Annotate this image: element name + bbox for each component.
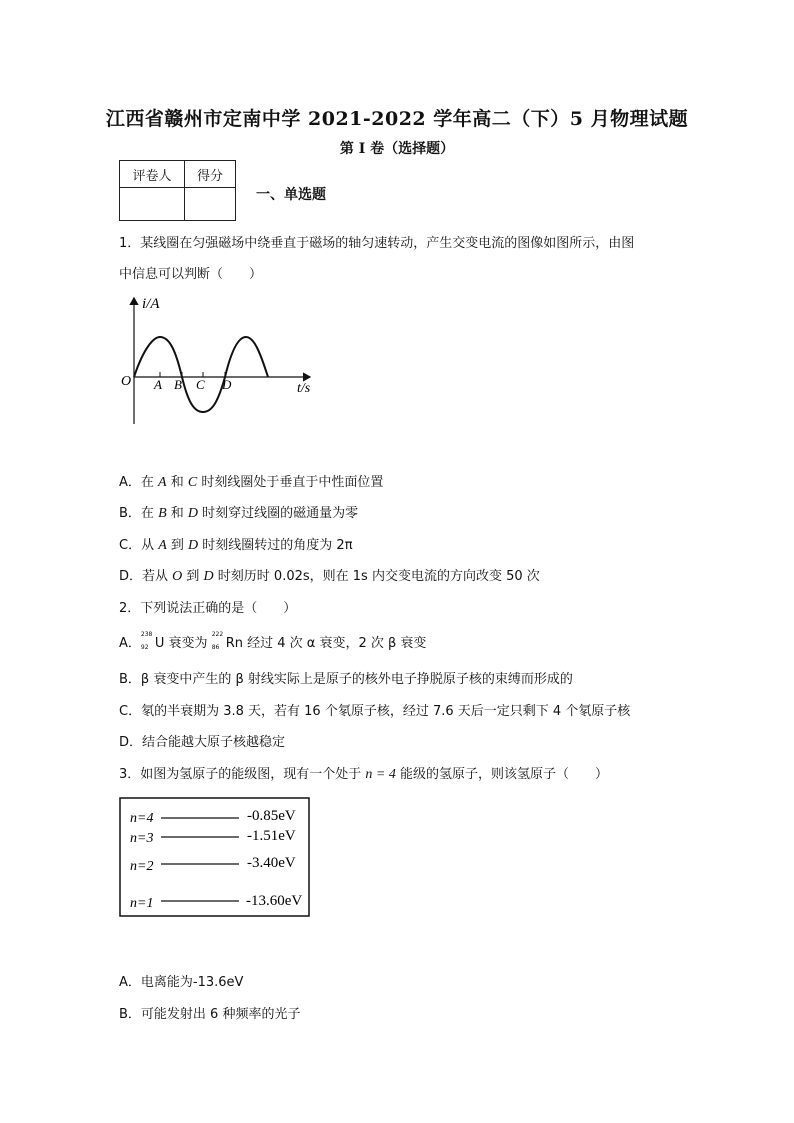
score-header: 得分 — [185, 161, 236, 188]
level-n4-energy: -0.85eV — [247, 808, 296, 824]
radon-nuclide: 222 86 — [211, 631, 224, 651]
level-n4-label: n=4 — [130, 811, 154, 826]
point-d-label: D — [222, 377, 232, 392]
y-axis-label: i/A — [142, 296, 160, 312]
page-subtitle: 第 I 卷（选择题） — [339, 141, 455, 157]
q2-option-d[interactable]: D．结合能越大原子核越稳定 — [119, 735, 286, 750]
q1-current-graph — [118, 292, 328, 432]
point-b-label: B — [174, 377, 182, 392]
q1-option-a[interactable]: A．在 A 和 C 时刻线圈处于垂直于中性面位置 — [119, 475, 384, 490]
sine-curve — [134, 337, 268, 412]
level-n2-label: n=2 — [130, 859, 154, 874]
level-n3-label: n=3 — [130, 831, 154, 846]
q3-option-b[interactable]: B．可能发射出 6 种频率的光子 — [119, 1007, 301, 1022]
q2-option-b[interactable]: B．β 衰变中产生的 β 射线实际上是原子的核外电子挣脱原子核的束缚而形成的 — [119, 672, 573, 687]
origin-label: O — [121, 374, 132, 389]
q3-stem: 3．如图为氢原子的能级图，现有一个处于 n = 4 能级的氢原子，则该氢原子（ ） — [119, 767, 608, 782]
score-cell[interactable] — [185, 188, 236, 221]
grader-header: 评卷人 — [120, 161, 185, 188]
point-c-label: C — [196, 377, 205, 392]
q1-stem-line1: 1．某线圈在匀强磁场中绕垂直于磁场的轴匀速转动，产生交变电流的图像如图所示，由图 — [119, 236, 635, 251]
score-table — [119, 160, 236, 221]
q1-option-d[interactable]: D．若从 O 到 D 时刻历时 0.02s，则在 1s 内交变电流的方向改变 50 次 — [119, 569, 540, 584]
grader-cell[interactable] — [120, 188, 185, 221]
x-axis-label: t/s — [297, 381, 311, 396]
page-title: 江西省赣州市定南中学 2021-2022 学年高二（下）5 月物理试题 — [105, 108, 689, 130]
level-n1-energy: -13.60eV — [246, 893, 303, 909]
level-n3-energy: -1.51eV — [247, 828, 296, 844]
point-a-label: A — [154, 377, 162, 392]
energy-level-diagram — [119, 797, 313, 919]
q1-stem-line2: 中信息可以判断（ ） — [119, 267, 263, 282]
q3-option-a[interactable]: A．电离能为-13.6eV — [119, 975, 244, 990]
level-n2-energy: -3.40eV — [247, 855, 296, 871]
q2-option-a[interactable]: A． 238 92 U 衰变为 222 86 Rn 经过 4 次 α 衰变，2 次 β 衰变 — [119, 631, 427, 651]
q2-stem: 2．下列说法正确的是（ ） — [119, 601, 297, 616]
level-n1-label: n=1 — [130, 896, 154, 911]
q2-option-c[interactable]: C．氡的半衰期为 3.8 天，若有 16 个氡原子核，经过 7.6 天后一定只剩下 4 个氡原子核 — [119, 704, 631, 719]
q1-option-c[interactable]: C．从 A 到 D 时刻线圈转过的角度为 2π — [119, 538, 353, 553]
q1-option-b[interactable]: B．在 B 和 D 时刻穿过线圈的磁通量为零 — [119, 506, 359, 521]
uranium-nuclide: 238 92 — [140, 631, 153, 651]
section-heading: 一、单选题 — [256, 187, 326, 203]
